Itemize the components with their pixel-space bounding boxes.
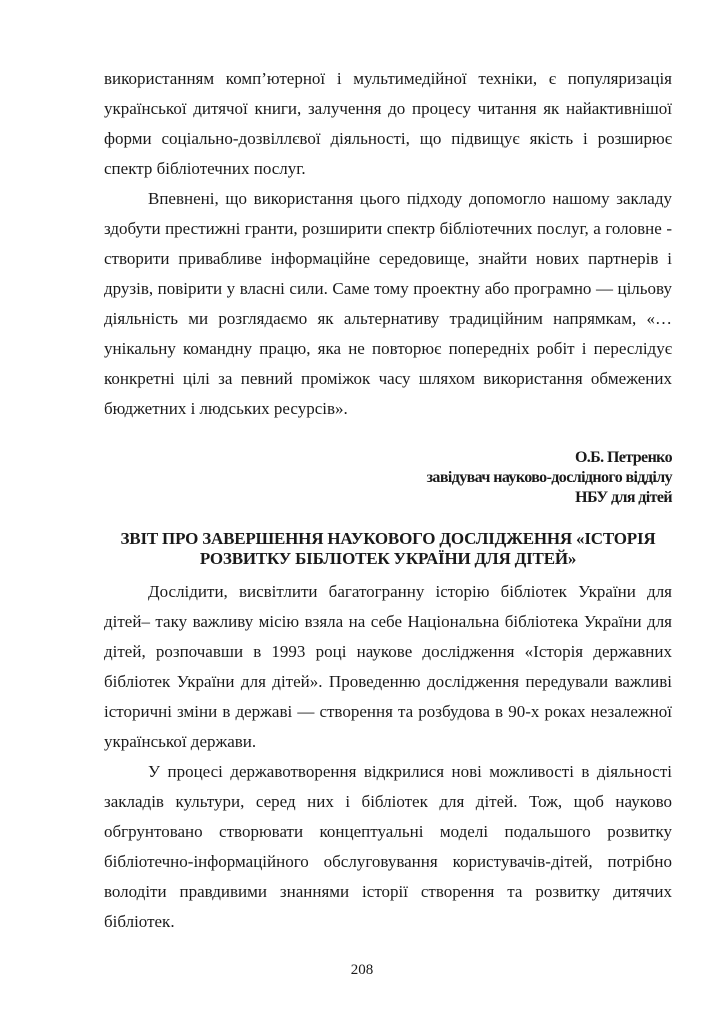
author-name: О.Б. Петренко <box>574 449 672 466</box>
paragraph-project-approach: Впевнені, що використання цього підходу допомогло нашому закладу здобути престижні гранти, розширити спектр бібліотечних послуг, а головне - створити привабливе інформаційне середовище, знайти нових партнерів і друзів, повірити у власні сили. Саме тому проектну або програмно — цільову діяльність ми розглядаємо як альтернативу традиційним напрямкам, «…унікальну командну працю, яка не повторює попередніх робіт і переслідує конкретні цілі за певний проміжок часу шляхом використання обмежених бюджетних і людських ресурсів». <box>104 189 672 418</box>
section-title <box>104 529 672 569</box>
author-signature <box>104 448 672 508</box>
author-position: завідувач науково-дослідного відділу <box>426 469 672 486</box>
paragraph-research-intro: Дослідити, висвітлити багатогранну історію бібліотек України для дітей– таку важливу місію взяла на себе Національна бібліотека України для дітей, розпочавши в 1993 році наукове дослідження «Історія державних бібліотек України для дітей». Проведенню дослідження передували важливі історичні зміни в державі — створення та розбудова в 90-х роках незалежної української держави. <box>104 582 672 751</box>
page-number: 208 <box>350 962 374 978</box>
paragraph-state-building: У процесі державотворення відкрилися нові можливості в діяльності закладів культури, серед них і бібліотек для дітей. Тож, щоб науково обгрунтовано створювати концептуальні моделі подальшого розвитку бібліотечно-інформаційного обслуговування користувачів-дітей, потрібно володіти правдивими знаннями історії створення та розвитку дитячих бібліотек. <box>104 762 672 931</box>
author-institution: НБУ для дітей <box>575 489 672 506</box>
document-page <box>104 64 672 937</box>
paragraph-continuation: використанням комп’ютерної і мультимедійної техніки, є популяризація української дитячої книги, залучення до процесу читання як найактивнішої форми соціально-дозвіллєвої діяльності, що підвищує якість і розширює спектр бібліотечних послуг. <box>104 69 672 178</box>
section-title-line-1: ЗВІТ ПРО ЗАВЕРШЕННЯ НАУКОВОГО ДОСЛІДЖЕННЯ «ІСТОРІЯ <box>120 529 656 548</box>
section-title-line-2: РОЗВИТКУ БІБЛІОТЕК УКРАЇНИ ДЛЯ ДІТЕЙ» <box>199 549 577 568</box>
